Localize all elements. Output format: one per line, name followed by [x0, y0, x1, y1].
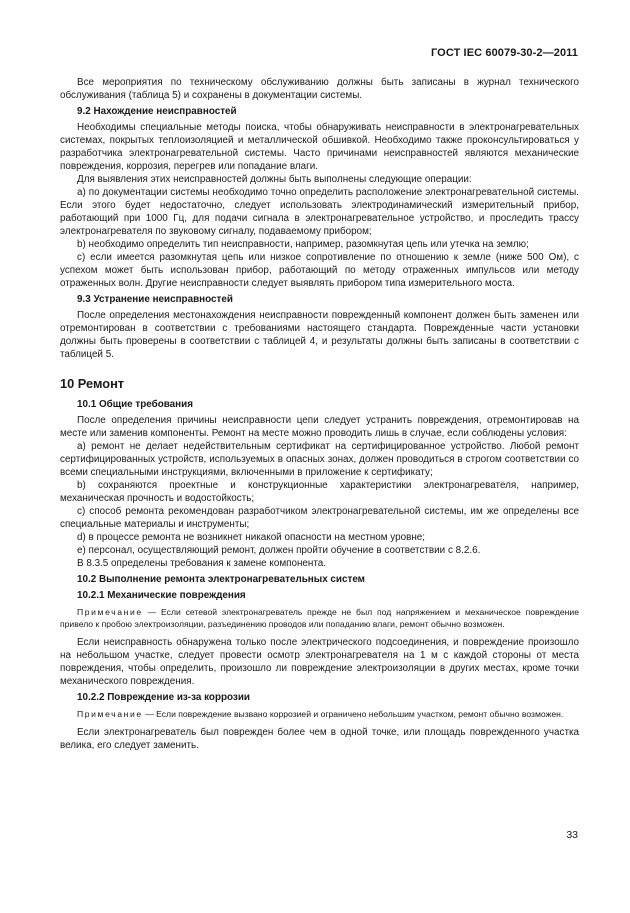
note-label: Примечание	[77, 607, 143, 617]
section-10-title: 10 Ремонт	[60, 376, 125, 391]
section-10-1-item-d: d) в процессе ремонта не возникнет никакой опасности на местном уровне;	[77, 532, 426, 543]
section-9-2-paragraph-2: Для выявления этих неисправностей должны быть выполнены следующие операции:	[77, 174, 472, 185]
page-number: 33	[566, 829, 578, 841]
section-9-2-item-b: b) необходимо определить тип неисправности, например, разомкнутая цепь или утечка на землю;	[77, 239, 529, 250]
section-10-2-2-title: 10.2.2 Повреждение из-за коррозии	[77, 692, 250, 703]
intro-paragraph: Все мероприятия по техническому обслуживанию должны быть записаны в журнал технического обслуживания (таблица 5) и сохранены в документации системы.	[60, 77, 579, 101]
section-9-2-item-a: а) по документации системы необходимо точно определить расположение электронагревательной системы. Если этого будет недостаточно, следует использовать электродинамический измерительный прибор, работающий при 1000 Гц, для подачи сигнала в электронагревательное устройство, и проследить трассу электронагревателя по звуковому сигналу, подаваемому прибором;	[60, 187, 579, 237]
section-10-2-title: 10.2 Выполнение ремонта электронагревательных систем	[77, 574, 365, 585]
section-9-2-paragraph-1: Необходимы специальные методы поиска, чтобы обнаруживать неисправности в электронагревательных системах, покрытых теплоизоляцией и металлической обшивкой. Необходимо также проконсультироваться у разработчика электронагревательной системы. Часто причинами неисправностей являются механические повреждения, коррозия, перегрев или попадание влаги.	[60, 122, 579, 172]
section-10-2-1-paragraph-1: Если неисправность обнаружена только после электрического подсоединения, и повреждение произошло на небольшом участке, следует провести осмотр электронагревателя на 1 м с каждой стороны от места повреждения, чтобы определить, произошло ли повреждение электроизоляции в других местах, кроме точки механического повреждения.	[60, 637, 579, 687]
note-text: — Если сетевой электронагреватель прежде не был под напряжением и механическое повреждение привело к пробою электроизоляции, разъединению проводов или попаданию влаги, ремонт обычно возможен.	[60, 607, 579, 629]
document-body	[60, 76, 579, 752]
section-9-3-paragraph-1: После определения местонахождения неисправности поврежденный компонент должен быть заменен или отремонтирован в соответствии с требованиями настоящего стандарта. Поврежденные части установки должны быть проверены в соответствии с таблицей 4, и результаты должны быть записаны в соответствии с таблицей 5.	[60, 310, 579, 360]
section-9-2-item-c: c) если имеется разомкнутая цепь или низкое сопротивление по отношению к земле (ниже 500 Ом), с успехом может быть использован прибор, работающий по методу отраженных импульсов или методу отраженных волн. Другие неисправности следует выявлять прибором типа измерительного моста.	[60, 252, 579, 289]
section-9-2-title: 9.2 Нахождение неисправностей	[77, 106, 237, 117]
section-10-2-1-title: 10.2.1 Механические повреждения	[77, 590, 246, 601]
section-10-1-item-e: e) персонал, осуществляющий ремонт, должен пройти обучение в соответствии с 8.2.6.	[77, 545, 481, 556]
section-10-1-paragraph-1: После определения причины неисправности цепи следует устранить повреждения, отремонтировав на месте или заменив компоненты. Ремонт на месте можно проводить лишь в случае, если соблюдены условия:	[60, 415, 579, 439]
standard-header: ГОСТ IEC 60079-30-2—2011	[430, 47, 578, 59]
note-text: — Если повреждение вызвано коррозией и ограничено небольшим участком, ремонт обычно возможен.	[142, 709, 564, 719]
section-10-1-item-b: b) сохраняются проектные и конструкционные характеристики электронагревателя, например, механическая прочность и водостойкость;	[60, 480, 579, 504]
section-10-2-1-note	[60, 606, 579, 630]
note-label: Примечание	[77, 709, 143, 719]
section-10-1-paragraph-2: В 8.3.5 определены требования к замене компонента.	[77, 558, 327, 569]
section-10-1-title: 10.1 Общие требования	[77, 399, 193, 410]
section-9-3-title: 9.3 Устранение неисправностей	[77, 294, 233, 305]
section-10-2-2-note	[60, 708, 579, 720]
section-10-1-item-a: а) ремонт не делает недействительным сертификат на сертифицированное устройство. Любой ремонт сертифицированных устройств, используемых в опасных зонах, должен проводиться в строгом соответствии со всеми специальными инструкциями, включенными в приложение к сертификату;	[60, 441, 579, 478]
section-10-2-2-paragraph-1: Если электронагреватель был поврежден более чем в одной точке, или площадь поврежденного участка велика, его следует заменить.	[60, 727, 579, 751]
section-10-1-item-c: c) способ ремонта рекомендован разработчиком электронагревательной системы, им же определены все специальные материалы и инструменты;	[60, 506, 579, 530]
